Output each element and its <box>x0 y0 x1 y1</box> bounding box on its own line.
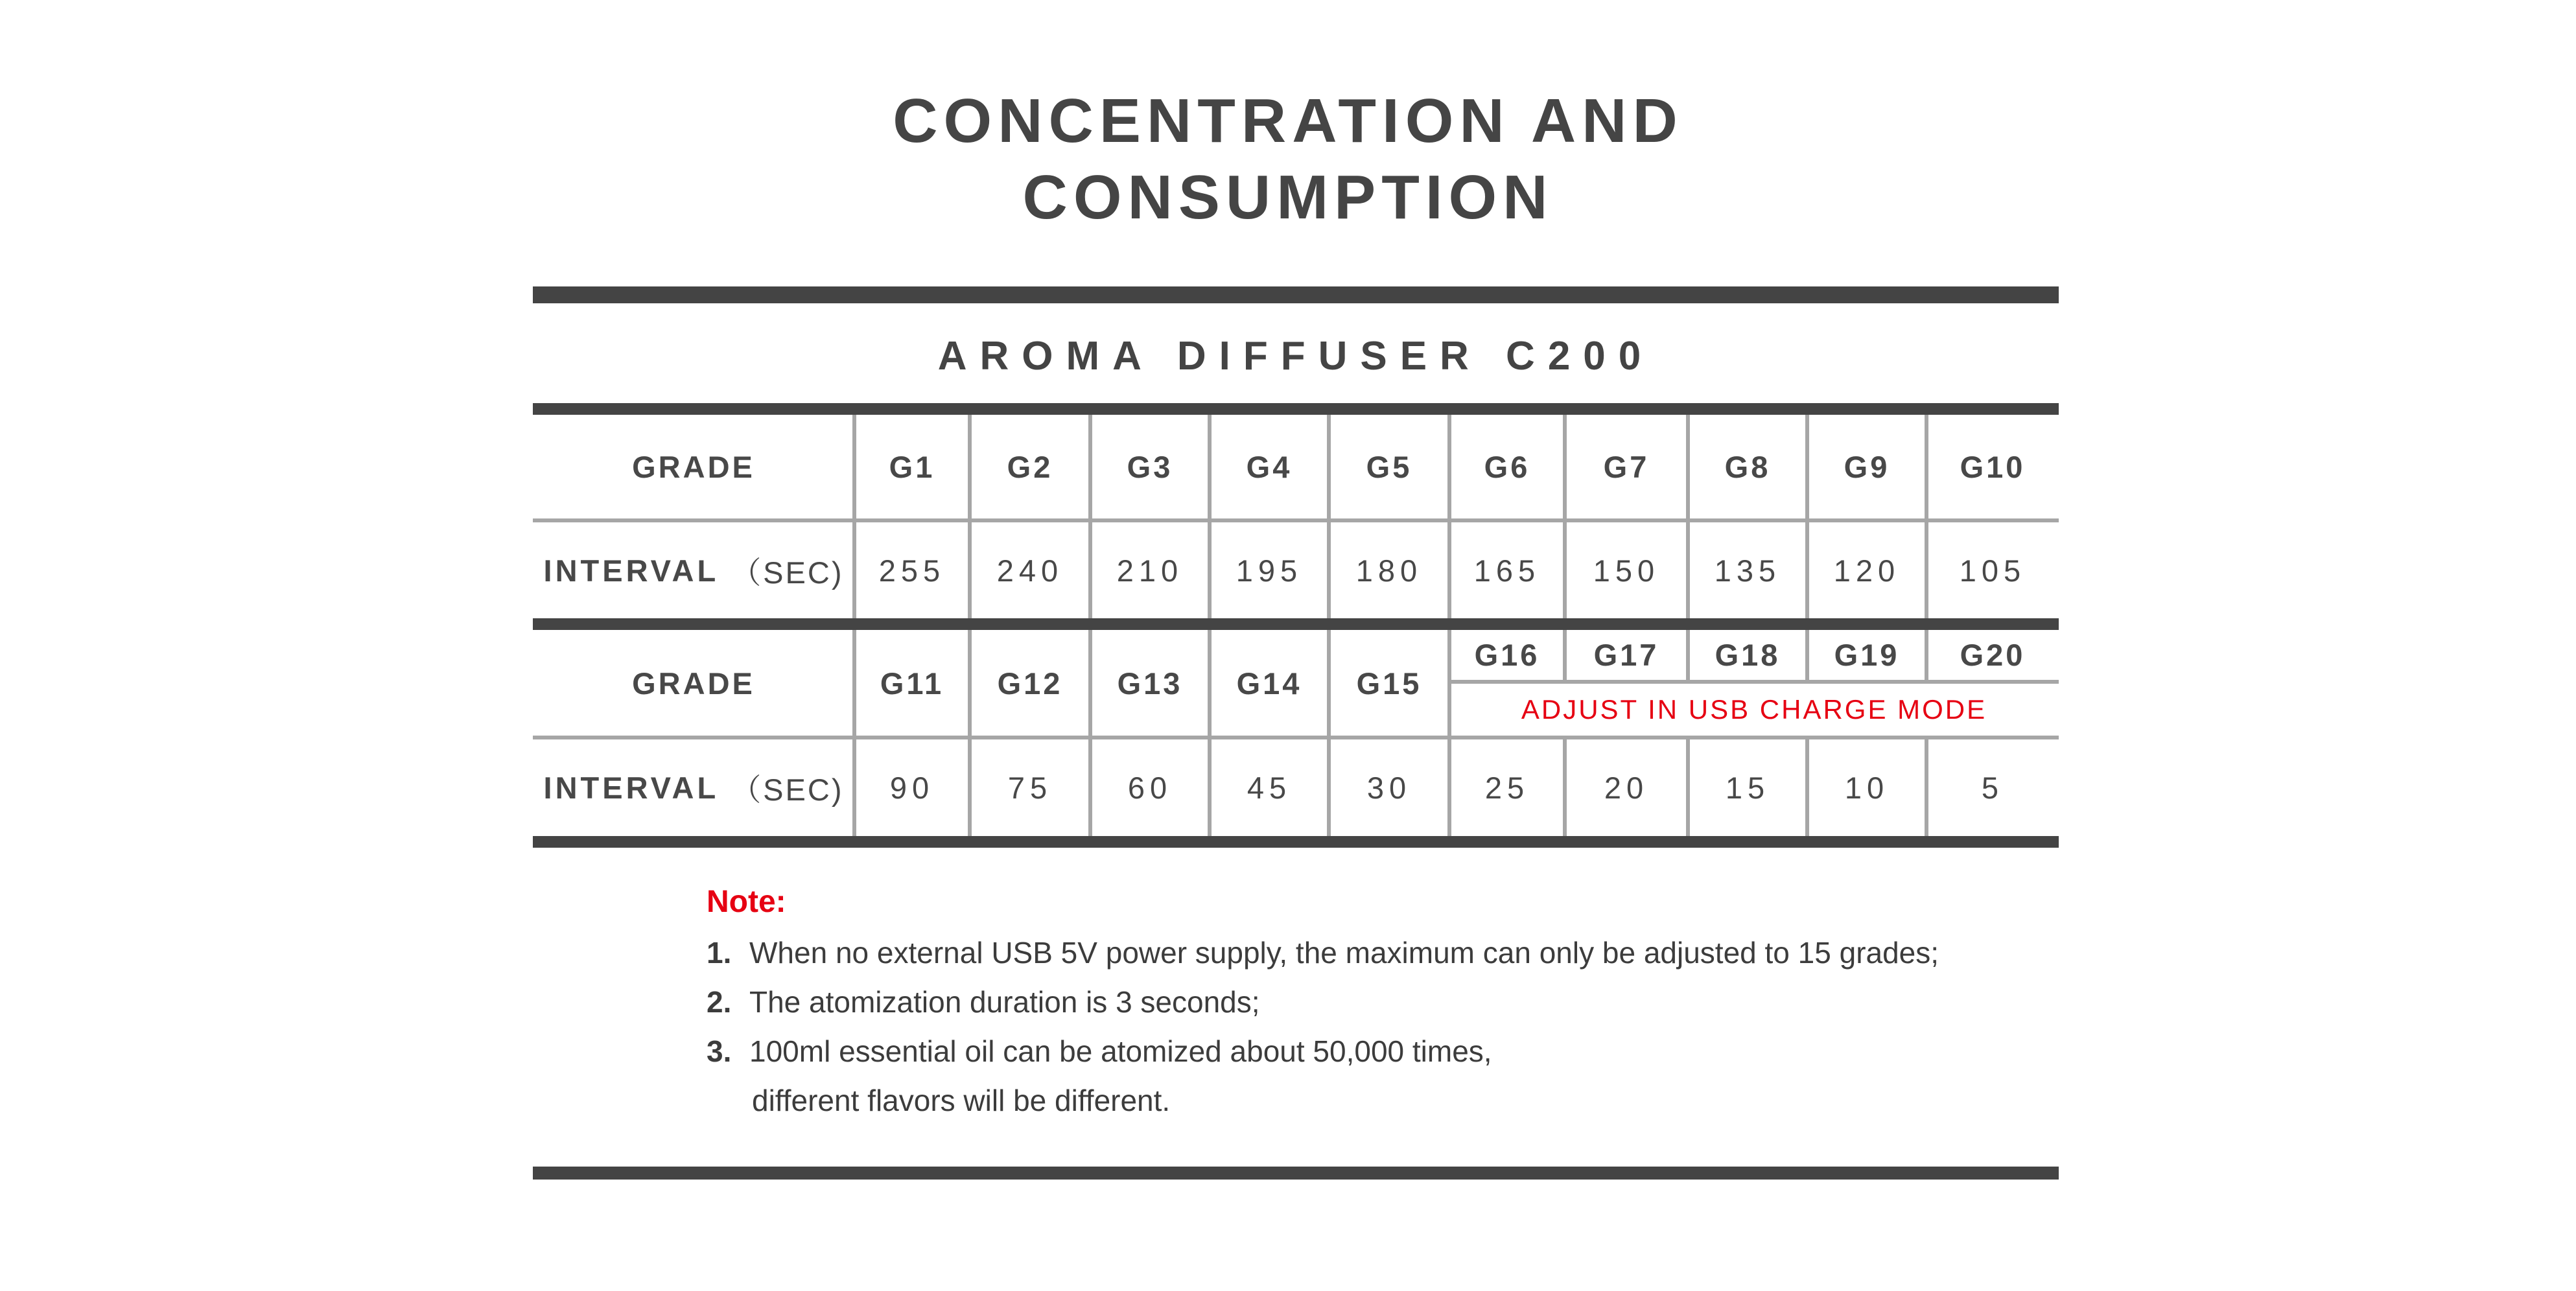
grade-cell: G14 <box>1236 666 1302 701</box>
table-subtitle: AROMA DIFFUSER C200 <box>937 334 1654 378</box>
table-column-divider <box>1447 415 1451 618</box>
table-column-divider <box>1447 630 1451 836</box>
table-row-divider <box>533 736 2059 739</box>
grade-cell: G3 <box>1127 449 1173 484</box>
note-item-3-continuation: different flavors will be different. <box>752 1084 1171 1117</box>
interval-unit: （SEC) <box>731 772 844 807</box>
table-column-divider <box>1805 415 1809 618</box>
table-column-divider <box>1686 738 1690 836</box>
grade-cell: G2 <box>1007 449 1053 484</box>
interval-label-text: INTERVAL <box>543 770 720 805</box>
interval-unit: （SEC) <box>731 555 844 590</box>
note-number: 3. <box>707 1034 732 1068</box>
notes-title: Note: <box>707 885 786 919</box>
note-text: When no external USB 5V power supply, the maximum can only be adjusted to 15 grades; <box>749 936 1939 970</box>
usb-charge-mode-note: ADJUST IN USB CHARGE MODE <box>1521 694 1987 725</box>
table-column-divider <box>1088 415 1092 618</box>
grade-cell: G12 <box>997 666 1063 701</box>
table-column-divider <box>1925 630 1928 682</box>
grade-cell: G6 <box>1484 449 1530 484</box>
grade-cell: G11 <box>880 666 944 701</box>
bottom-rule <box>533 1167 2059 1180</box>
interval-cell: 20 <box>1604 770 1649 805</box>
page-title-line-2: CONSUMPTION <box>1022 163 1554 232</box>
table-column-divider <box>1327 415 1331 618</box>
grade-cell: G8 <box>1724 449 1771 484</box>
grade-cell: G13 <box>1117 666 1183 701</box>
table-column-divider <box>1805 630 1809 682</box>
grade-label: GRADE <box>632 666 755 701</box>
grade-cell: G1 <box>889 449 935 484</box>
interval-cell: 75 <box>1007 770 1053 805</box>
grade-cell: G7 <box>1603 449 1650 484</box>
grade-cell: G17 <box>1593 637 1659 672</box>
interval-cell: 135 <box>1714 553 1781 588</box>
table-column-divider <box>1088 630 1092 836</box>
interval-cell: 180 <box>1355 553 1423 588</box>
note-text: The atomization duration is 3 seconds; <box>749 985 1260 1019</box>
interval-cell: 5 <box>1981 770 2004 805</box>
grade-cell: G4 <box>1246 449 1293 484</box>
table-row-divider <box>1449 680 2059 684</box>
interval-cell: 10 <box>1844 770 1890 805</box>
page-title <box>0 83 2576 236</box>
table-column-divider <box>1563 630 1567 682</box>
table-middle-rule <box>533 618 2059 630</box>
table-column-divider <box>852 630 856 836</box>
table-row-divider <box>533 518 2059 522</box>
interval-cell: 105 <box>1959 553 2026 588</box>
interval-cell: 165 <box>1473 553 1541 588</box>
grade-cell: G5 <box>1366 449 1412 484</box>
grade-cell: G20 <box>1960 637 2026 672</box>
note-number: 1. <box>707 936 732 970</box>
table-column-divider <box>1686 415 1690 618</box>
note-item-3 <box>707 1027 1939 1076</box>
interval-label-text: INTERVAL <box>543 553 720 588</box>
interval-cell: 25 <box>1484 770 1530 805</box>
interval-cell: 45 <box>1247 770 1292 805</box>
note-text: 100ml essential oil can be atomized about 50,000 times, <box>749 1034 1492 1068</box>
grade-cell: G9 <box>1844 449 1890 484</box>
interval-label <box>533 739 854 836</box>
grade-cell: G18 <box>1715 637 1781 672</box>
table-column-divider <box>1925 415 1928 618</box>
table-column-divider <box>1563 738 1567 836</box>
notes-section <box>707 876 1939 1125</box>
note-item-1 <box>707 928 1939 977</box>
interval-cell: 240 <box>996 553 1064 588</box>
interval-cell: 195 <box>1235 553 1303 588</box>
interval-label <box>533 522 854 618</box>
interval-cell: 210 <box>1116 553 1184 588</box>
interval-cell: 15 <box>1725 770 1770 805</box>
table-column-divider <box>1208 630 1212 836</box>
interval-cell: 120 <box>1833 553 1901 588</box>
grade-cell: G10 <box>1960 449 2026 484</box>
interval-cell: 150 <box>1593 553 1660 588</box>
table-column-divider <box>1563 415 1567 618</box>
interval-cell: 90 <box>889 770 935 805</box>
note-number: 2. <box>707 985 732 1019</box>
table-column-divider <box>1925 738 1928 836</box>
table-column-divider <box>852 415 856 618</box>
grade-cell: G15 <box>1356 666 1422 701</box>
table-column-divider <box>1208 415 1212 618</box>
table-column-divider <box>1686 630 1690 682</box>
interval-cell: 255 <box>878 553 946 588</box>
table-top-rule <box>533 403 2059 415</box>
table-column-divider <box>968 630 972 836</box>
top-rule <box>533 286 2059 303</box>
table-column-divider <box>968 415 972 618</box>
note-item-2 <box>707 977 1939 1027</box>
interval-cell: 30 <box>1366 770 1412 805</box>
grade-label: GRADE <box>632 449 755 484</box>
grade-cell: G16 <box>1474 637 1540 672</box>
page-title-line-1: CONCENTRATION AND <box>893 86 1683 156</box>
table-column-divider <box>1805 738 1809 836</box>
grade-cell: G19 <box>1834 637 1900 672</box>
interval-cell: 60 <box>1127 770 1173 805</box>
table-bottom-rule <box>533 836 2059 848</box>
table-column-divider <box>1327 630 1331 836</box>
